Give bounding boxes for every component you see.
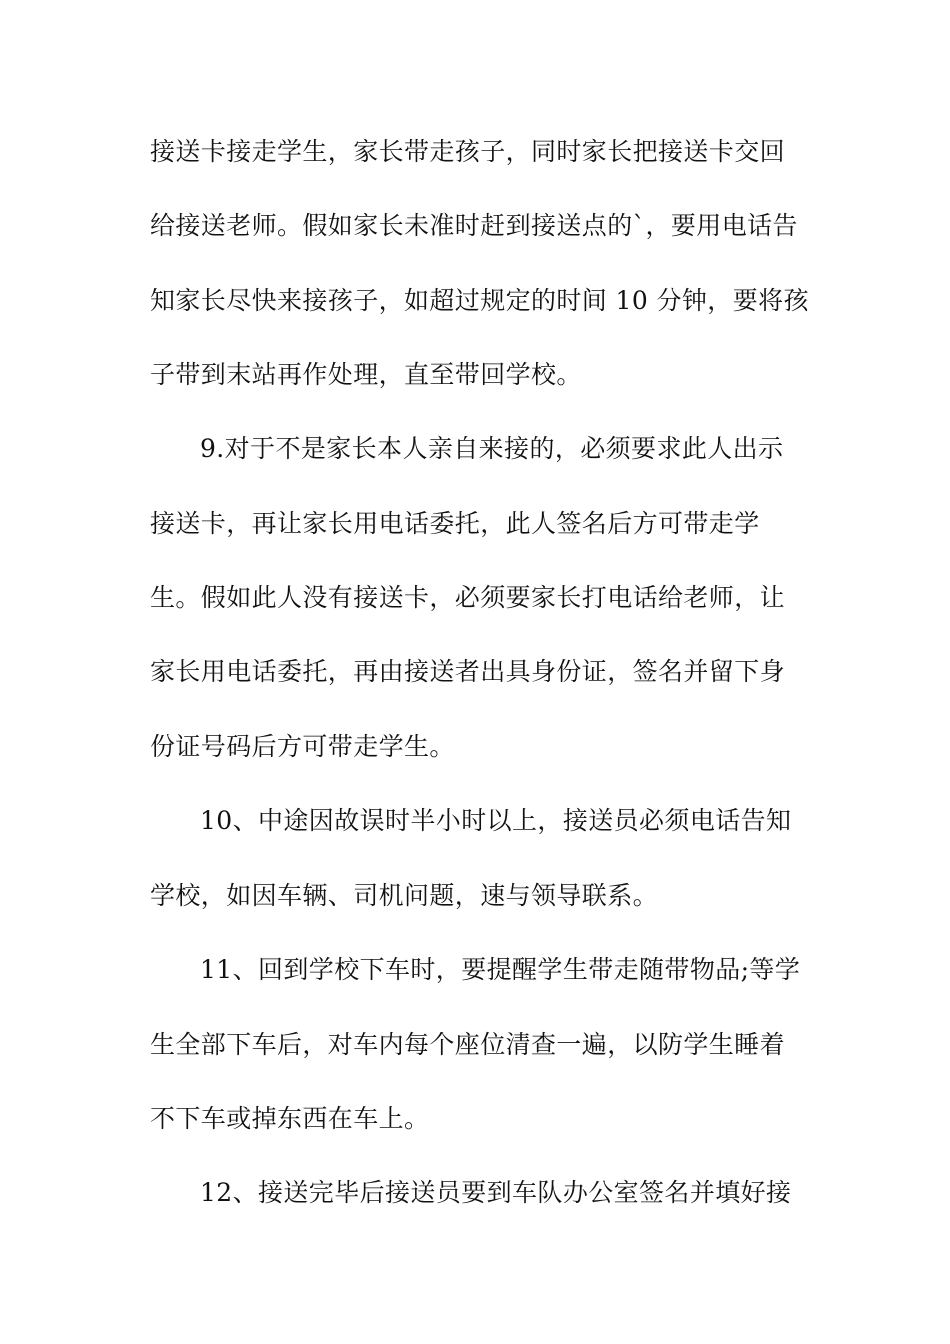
text-line: 不下车或掉东西在车上。: [150, 1104, 430, 1133]
text-line: 知家长尽快来接孩子，如超过规定的时间 10 分钟，要将孩: [150, 286, 809, 315]
text-line: 接送卡，再让家长用电话委托，此人签名后方可带走学: [150, 509, 760, 538]
text-line: 学校，如因车辆、司机问题，速与领导联系。: [150, 881, 659, 910]
text-line: 子带到末站再作处理，直至带回学校。: [150, 360, 582, 389]
text-line: 家长用电话委托，再由接送者出具身份证，签名并留下身: [150, 657, 786, 686]
text-line: 给接送老师。假如家长未准时赶到接送点的`，要用电话告: [150, 211, 798, 240]
text-line: 生全部下车后，对车内每个座位清查一遍，以防学生睡着: [150, 1030, 786, 1059]
text-line: 接送卡接走学生，家长带走孩子，同时家长把接送卡交回: [150, 137, 786, 166]
text-line: 份证号码后方可带走学生。: [150, 732, 455, 761]
paragraph-first-line: 12、接送完毕后接送员要到车队办公室签名并填好接: [200, 1178, 792, 1207]
text-line: 生。假如此人没有接送卡，必须要家长打电话给老师，让: [150, 583, 786, 612]
paragraph-first-line: 9.对于不是家长本人亲自来接的，必须要求此人出示: [200, 434, 784, 463]
paragraph-first-line: 11、回到学校下车时，要提醒学生带走随带物品;等学: [200, 955, 801, 984]
paragraph-first-line: 10、中途因故误时半小时以上，接送员必须电话告知: [200, 806, 792, 835]
